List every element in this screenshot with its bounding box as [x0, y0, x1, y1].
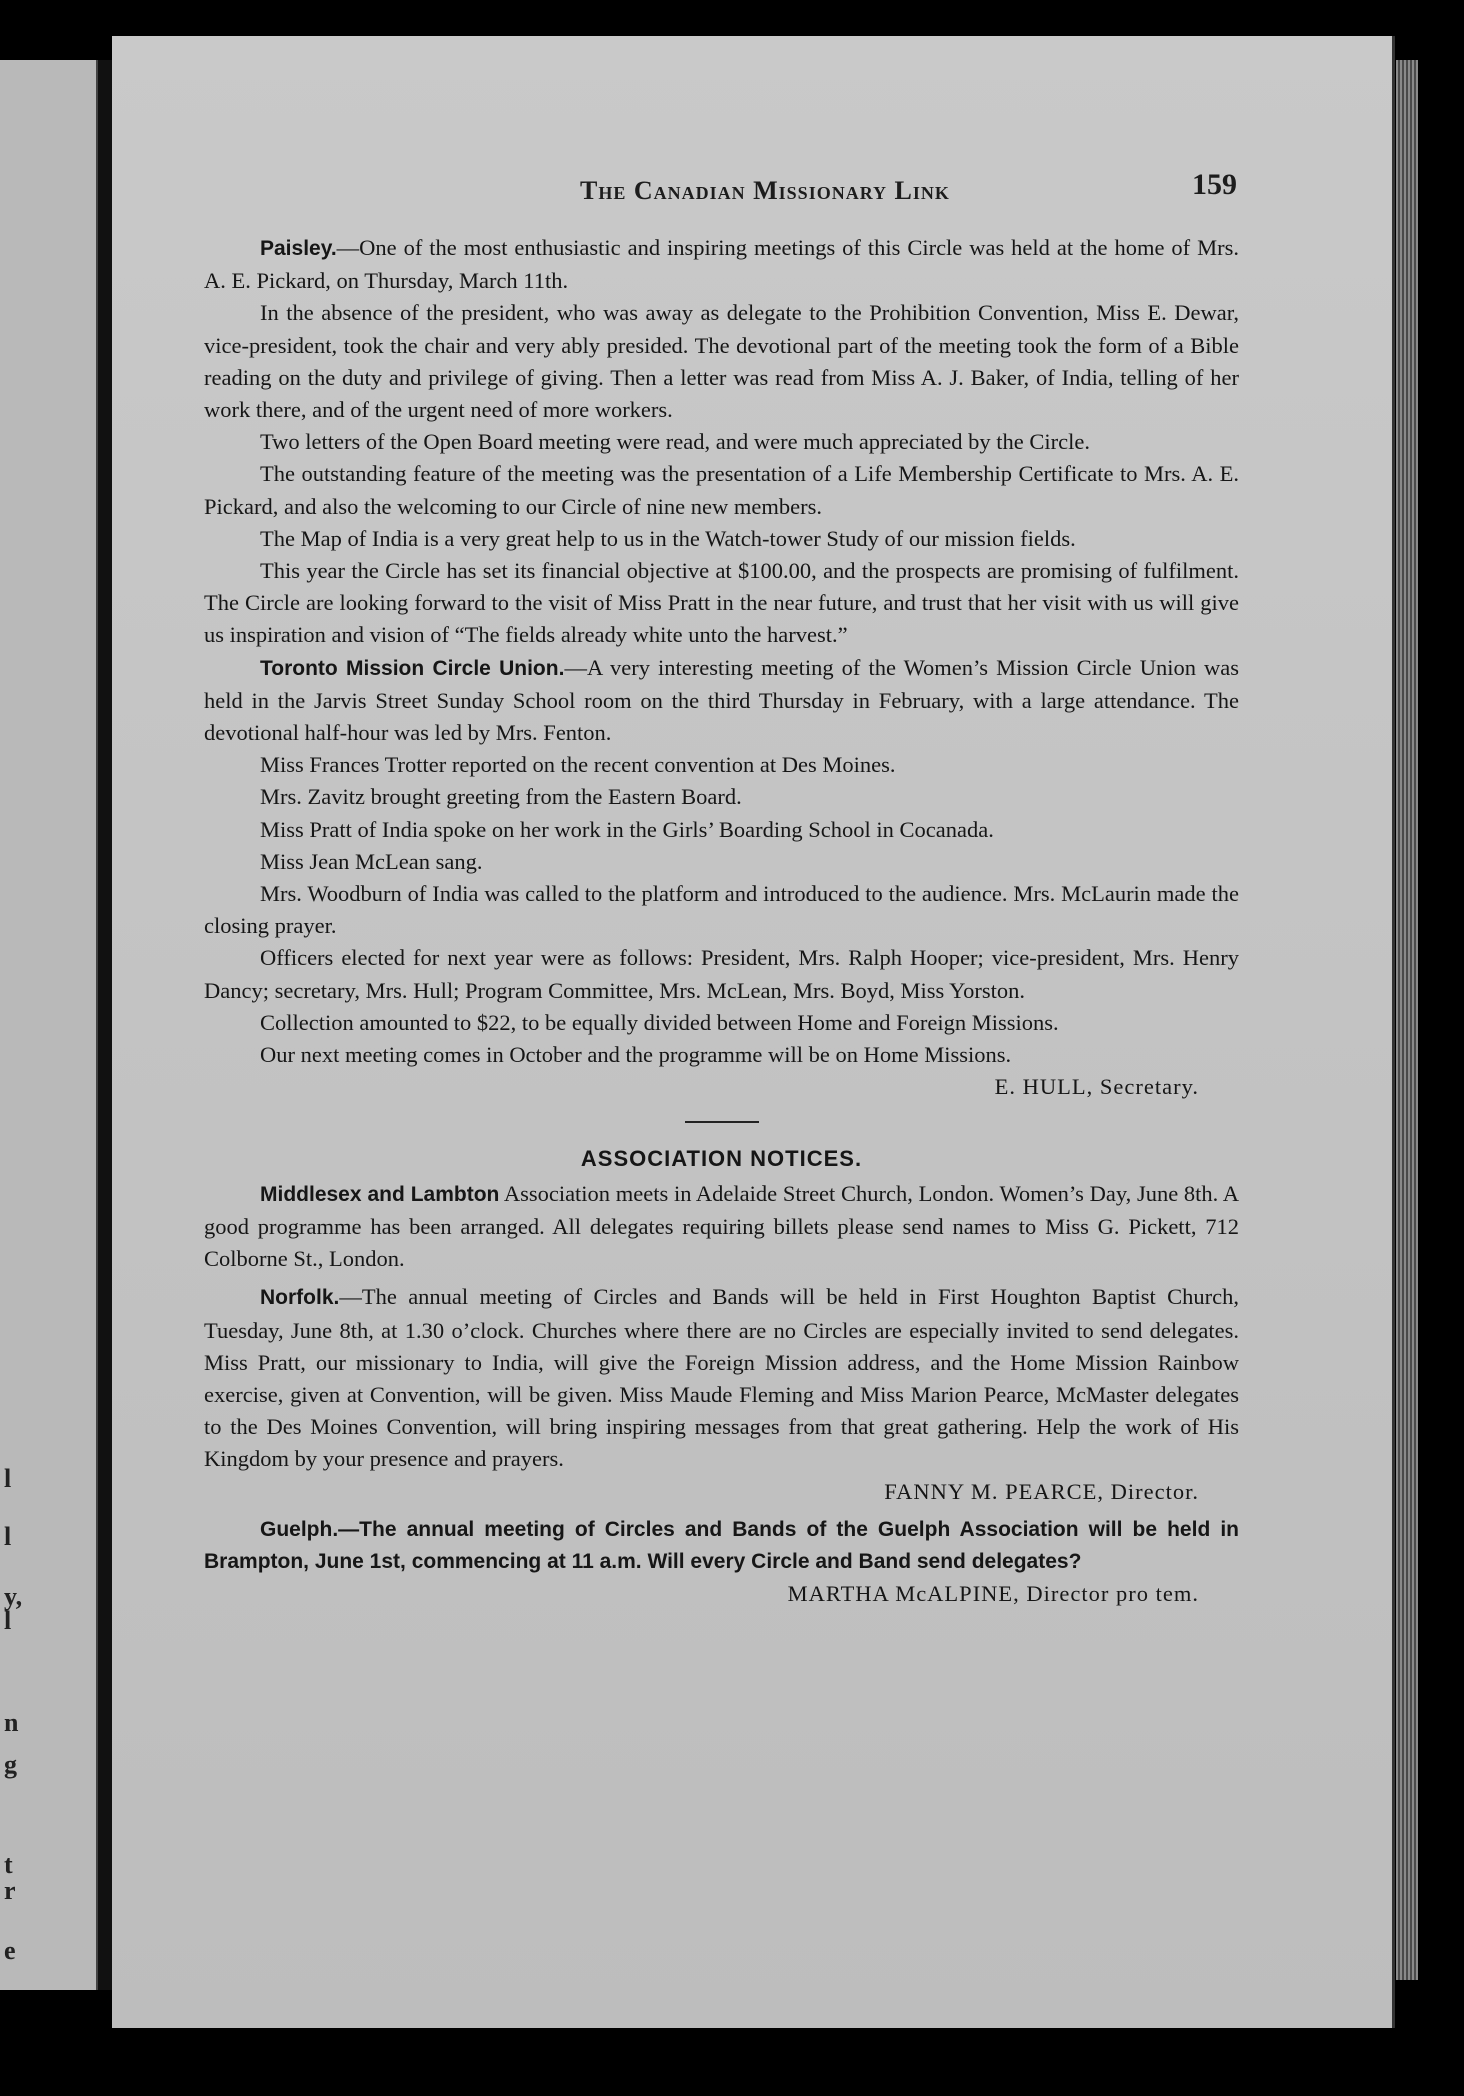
facing-page-letter: l — [4, 1606, 12, 1635]
facing-page-letter: y, — [4, 1582, 23, 1611]
association-notices-title: ASSOCIATION NOTICES. — [580, 1146, 863, 1172]
paragraph: Officers elected for next year were as follows: President, Mrs. Ralph Hooper; vice-president, Mrs. Henry Dancy; secretary, Mrs. Hull; Program Committee, Mrs. McLean, Mrs. Boyd, Miss Yorston. — [204, 945, 1239, 1003]
page-number: 159 — [1192, 168, 1237, 201]
facing-page-fragment — [0, 60, 98, 1990]
guelph-heading: Guelph. — [260, 1517, 339, 1541]
norfolk-text: —The annual meeting of Circles and Bands will be held in First Houghton Baptist Church, Tuesday, June 8th, at 1.30 o’clock. Churches where there are no Circles are especially invited to send delegates. Miss Pratt, our missionary to India, will give the Foreign Mission address, and the Home Mission Rainbow exercise, given at Convention, will be given. Miss Maude Fleming and Miss Marion Pearce, McMaster delegates to the Des Moines Convention, will bring inspiring messages from that great gathering. Help the work of His Kingdom by your presence and prayers. — [204, 1284, 1239, 1472]
toronto-paragraph — [204, 652, 1239, 750]
guelph-paragraph — [204, 1514, 1239, 1578]
page-edge — [1396, 60, 1418, 1980]
guelph-text: —The annual meeting of Circles and Bands of the Guelph Association will be held in Brampton, June 1st, commencing at 11 a.m. Will every Circle and Band send delegates? — [204, 1517, 1239, 1573]
paragraph: Miss Jean McLean sang. — [260, 848, 483, 874]
paisley-paragraph — [204, 232, 1239, 297]
toronto-intro: —A very interesting meeting of the Women’s Mission Circle Union was held in the Jarvis Street Sunday School room on the third Thursday in February, with a large attendance. The devotional half-hour was led by Mrs. Fenton. — [204, 654, 1240, 746]
paragraph: Collection amounted to $22, to be equally divided between Home and Foreign Missions. — [260, 1009, 1059, 1035]
facing-page-letter: l — [4, 1464, 12, 1493]
toronto-signature: E. HULL, Secretary. — [994, 1074, 1199, 1100]
norfolk-signature: FANNY M. PEARCE, Director. — [884, 1478, 1199, 1504]
middlesex-paragraph — [204, 1178, 1239, 1276]
binding-gutter — [98, 60, 112, 1990]
facing-page-letter: g — [4, 1750, 17, 1779]
paragraph: Our next meeting comes in October and the programme will be on Home Missions. — [260, 1042, 1012, 1068]
paisley-intro: —One of the most enthusiastic and inspiring meetings of this Circle was held at the home of Mrs. A. E. Pickard, on Thursday, March 11th. — [204, 235, 1239, 294]
norfolk-paragraph — [204, 1281, 1239, 1475]
paragraph: The Map of India is a very great help to us in the Watch-tower Study of our mission fields. — [260, 525, 1076, 551]
paragraph: Mrs. Woodburn of India was called to the platform and introduced to the audience. Mrs. McLaurin made the closing prayer. — [204, 881, 1239, 939]
paisley-heading: Paisley. — [260, 237, 337, 260]
paragraph: Mrs. Zavitz brought greeting from the Eastern Board. — [260, 784, 742, 810]
toronto-heading: Toronto Mission Circle Union. — [260, 656, 565, 680]
paragraph: In the absence of the president, who was away as delegate to the Prohibition Convention, Miss E. Dewar, vice-president, took the chair and very ably presided. The devotional part of the meeting took the form of a Bible reading on the duty and privilege of giving. Then a letter was read from Miss A. J. Baker, of India, telling of her work there, and of the urgent need of more workers. — [204, 300, 1239, 423]
guelph-signature: MARTHA McALPINE, Director pro tem. — [787, 1581, 1199, 1607]
facing-page-letter: n — [4, 1708, 19, 1737]
middlesex-heading: Middlesex and Lambton — [260, 1182, 500, 1206]
paragraph: Miss Pratt of India spoke on her work in the Girls’ Boarding School in Cocanada. — [260, 816, 994, 842]
page-body — [204, 232, 1239, 1610]
paragraph: This year the Circle has set its financial objective at $100.00, and the prospects are promising of fulfilment. The Circle are looking forward to the visit of Miss Pratt in the near future, and trust that her visit with us will give us inspiration and vision of “The fields already white unto the harvest.” — [204, 558, 1239, 648]
facing-page-letter: r — [4, 1876, 16, 1905]
facing-page-letter: t — [4, 1850, 13, 1879]
norfolk-heading: Norfolk. — [260, 1286, 340, 1310]
facing-page-letter: l — [4, 1522, 12, 1551]
journal-title: The Canadian Missionary Link — [580, 176, 950, 205]
running-header — [472, 132, 1332, 205]
paragraph: The outstanding feature of the meeting was the presentation of a Life Membership Certificate to Mrs. A. E. Pickard, and also the welcoming to our Circle of nine new members. — [204, 461, 1239, 519]
paragraph: Miss Frances Trotter reported on the recent convention at Des Moines. — [260, 752, 896, 778]
section-divider — [685, 1121, 759, 1123]
paragraph: Two letters of the Open Board meeting were read, and were much appreciated by the Circle. — [260, 429, 1090, 455]
document-page — [112, 36, 1395, 2028]
facing-page-letter: e — [4, 1936, 16, 1965]
middlesex-text: Association meets in Adelaide Street Church, London. Women’s Day, June 8th. A good programme has been arranged. All delegates requiring billets please send names to Miss G. Pickett, 712 Colborne St., London. — [204, 1180, 1239, 1272]
